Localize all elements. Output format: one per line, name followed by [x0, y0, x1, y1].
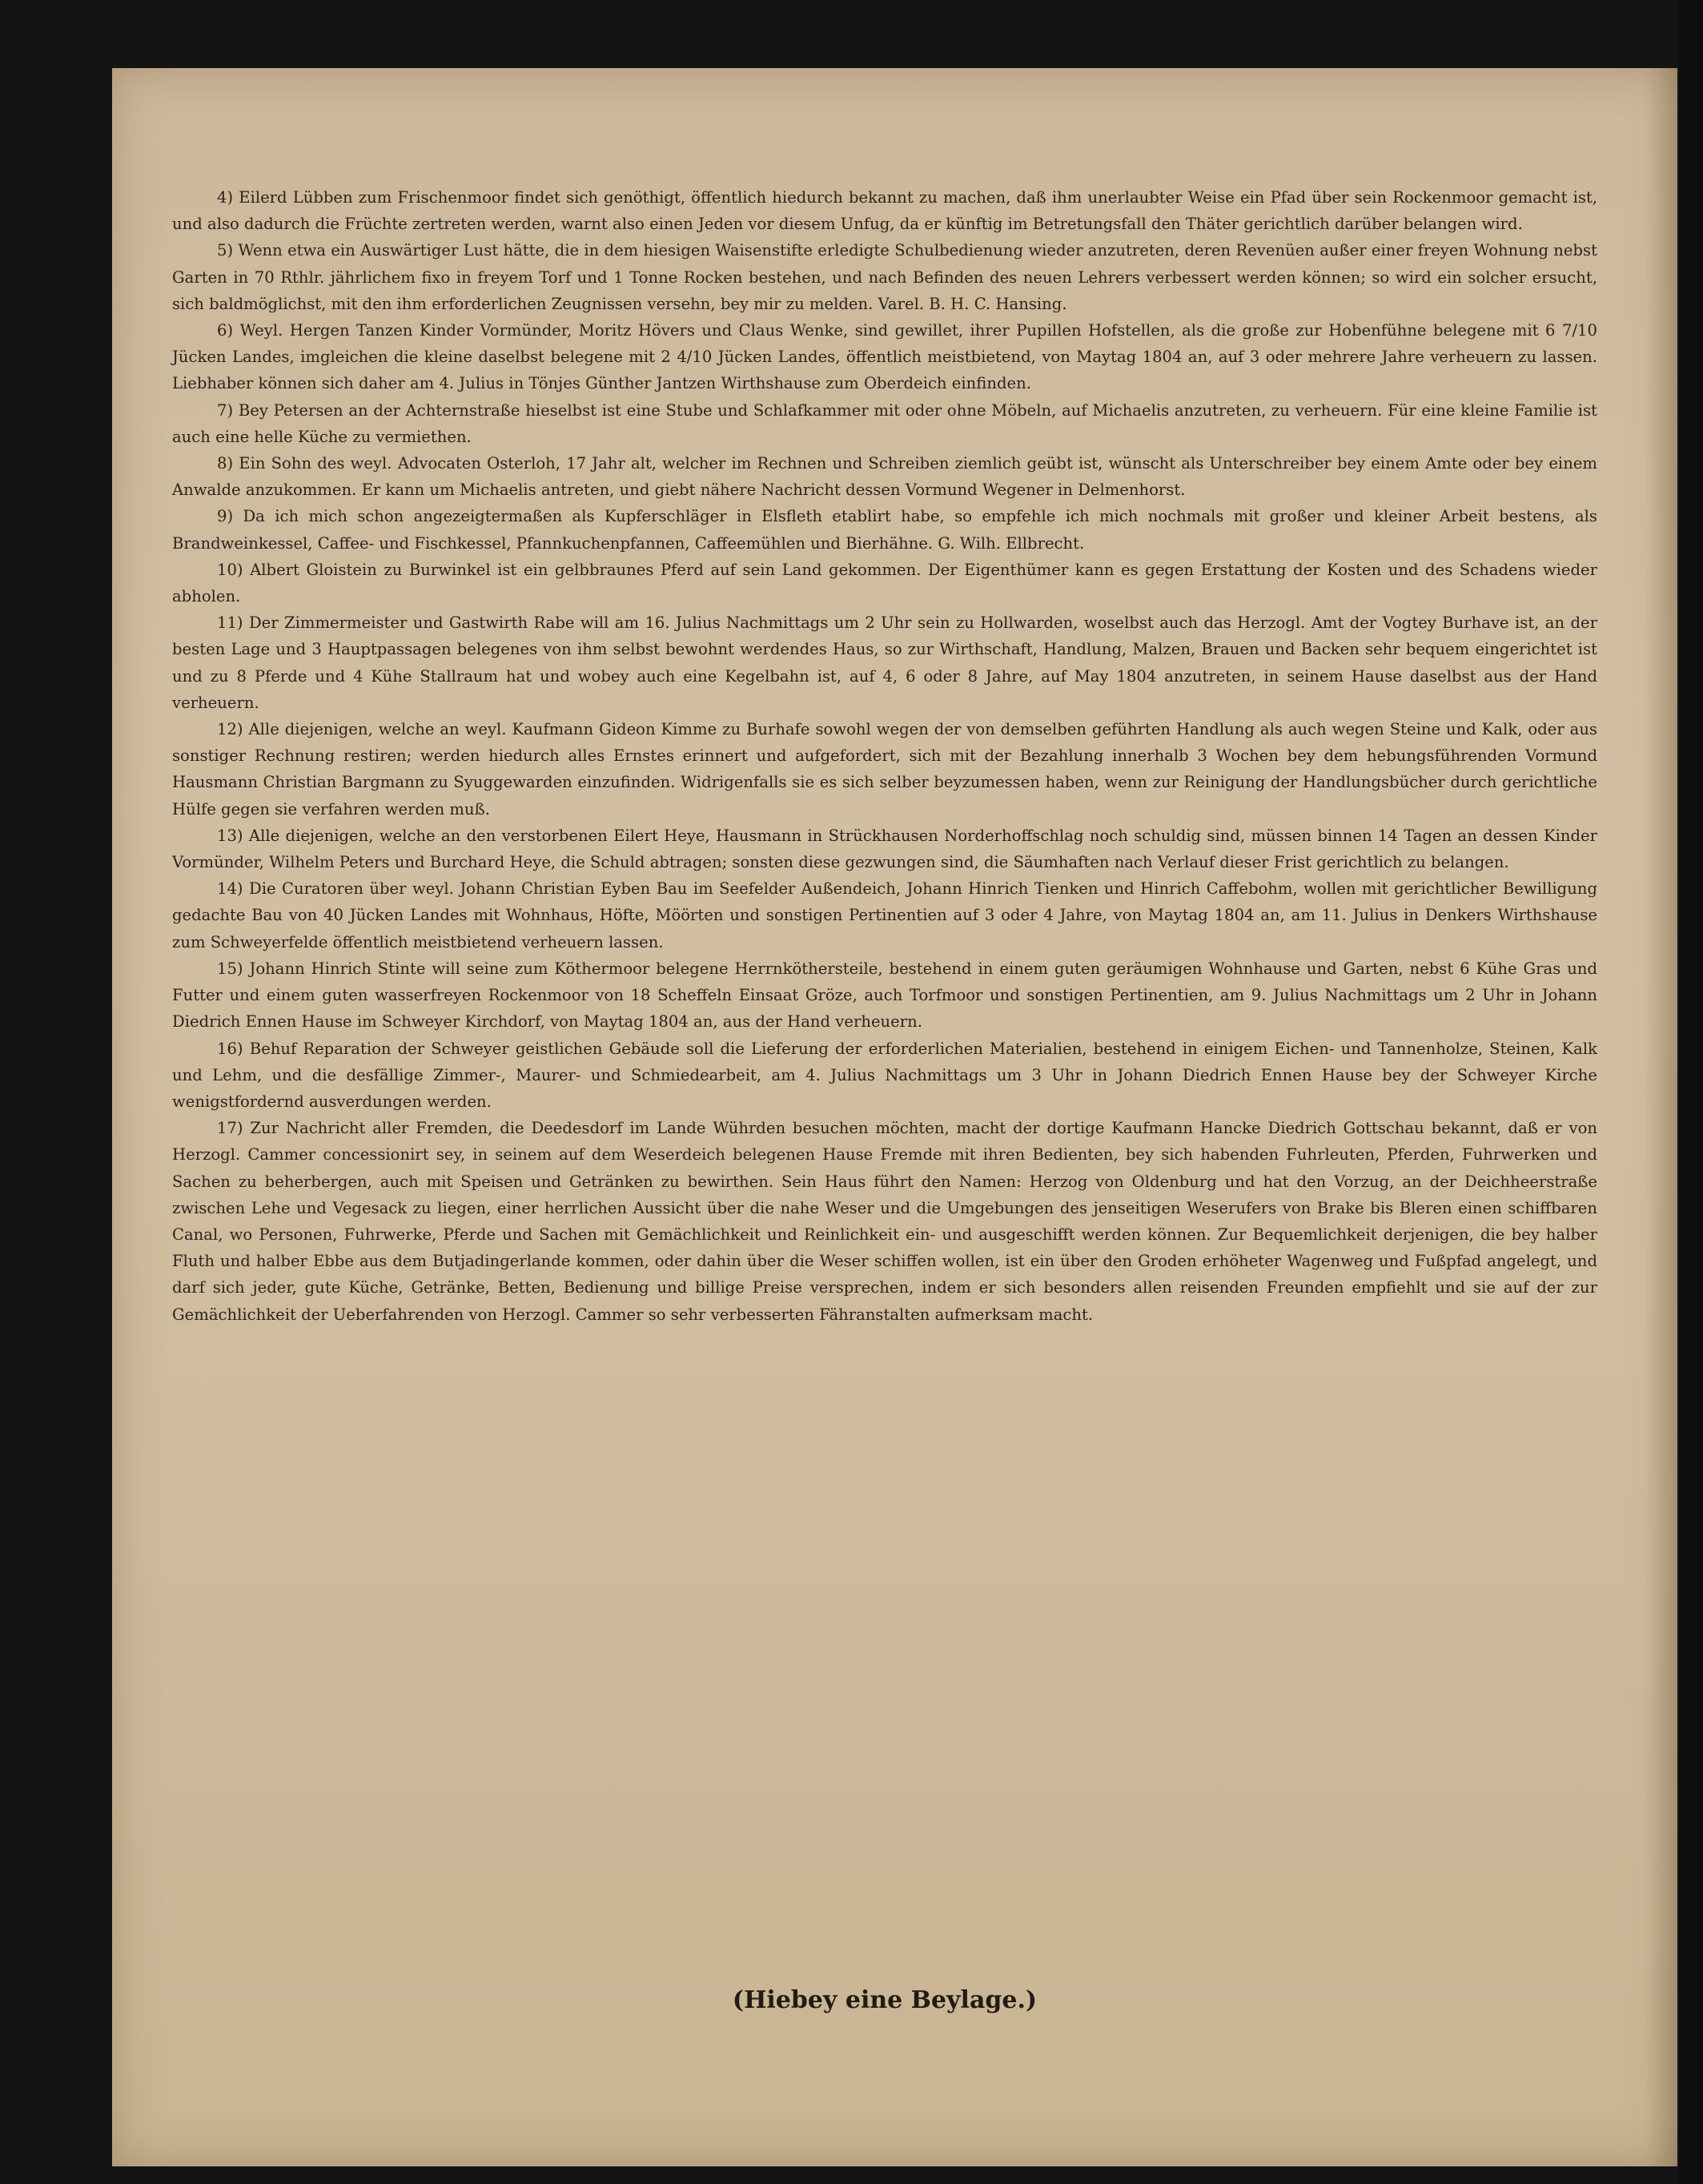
- notice-entry-5: 5) Wenn etwa ein Auswärtiger Lust hätte, die in dem hiesigen Waisenstifte erledigte Schulbedienung wieder anzutreten, deren Revenüen außer einer freyen Wohnung nebst Garten in 70 Rthlr. jährlichem fixo in freyem Torf und 1 Tonne Rocken bestehen, und nach Befinden des neuen Lehrers verbessert werden können; so wird ein solcher ersucht, sich baldmöglichst, mit den ihm erforderlichen Zeugnissen versehn, bey mir zu melden. Varel. B. H. C. Hansing.: [172, 241, 1597, 313]
- notice-entry-15: 15) Johann Hinrich Stinte will seine zum Köthermoor belegene Herrnköthersteile, bestehend in einem guten geräumigen Wohnhause und Garten, nebst 6 Kühe Gras und Futter und einem guten wasserfreyen Rockenmoor von 18 Scheffeln Einsaat Gröze, auch Torfmoor und sonstigen Pertinentien, am 9. Julius Nachmittags um 2 Uhr in Johann Diedrich Ennen Hause im Schweyer Kirchdorf, von Maytag 1804 an, aus der Hand verheuern.: [172, 959, 1597, 1032]
- notice-entry-10: 10) Albert Gloistein zu Burwinkel ist ein gelbbraunes Pferd auf sein Land gekommen. Der Eigenthümer kann es gegen Erstattung der Kosten und des Schadens wieder abholen.: [172, 560, 1597, 606]
- notice-entry-16: 16) Behuf Reparation der Schweyer geistlichen Gebäude soll die Lieferung der erforderlichen Materialien, bestehend in einigem Eichen- und Tannenholze, Steinen, Kalk und Lehm, und die desfällige Zimmer-, Maurer- und Schmiedearbeit, am 4. Julius Nachmittags um 3 Uhr in Johann Diedrich Ennen Hause bey der Schweyer Kirche wenigstfordernd ausverdungen werden.: [172, 1039, 1597, 1111]
- notice-entry-12: 12) Alle diejenigen, welche an weyl. Kaufmann Gideon Kimme zu Burhafe sowohl wegen der von demselben geführten Handlung als auch wegen Steine und Kalk, oder aus sonstiger Rechnung restiren; werden hiedurch alles Ernstes erinnert und aufgefordert, sich mit der Bezahlung innerhalb 3 Wochen bey dem hebungsführenden Vormund Hausmann Christian Bargmann zu Syuggewarden einzufinden. Widrigenfalls sie es sich selber beyzumessen haben, wenn zur Reinigung der Handlungsbücher durch gerichtliche Hülfe gegen sie verfahren werden muß.: [172, 720, 1597, 818]
- notice-column: [172, 184, 1597, 1978]
- notice-entry-14: 14) Die Curatoren über weyl. Johann Christian Eyben Bau im Seefelder Außendeich, Johann Hinrich Tienken und Hinrich Caffebohm, wollen mit gerichtlicher Bewilligung gedachte Bau von 40 Jücken Landes mit Wohnhaus, Höfte, Möörten und sonstigen Pertinentien auf 3 oder 4 Jahre, von Maytag 1804 an, am 11. Julius in Denkers Wirthshause zum Schweyerfelde öffentlich meistbietend verheuern lassen.: [172, 879, 1597, 951]
- notice-entry-13: 13) Alle diejenigen, welche an den verstorbenen Eilert Heye, Hausmann in Strückhausen Norderhoffschlag noch schuldig sind, müssen binnen 14 Tagen an dessen Kinder Vormünder, Wilhelm Peters und Burchard Heye, die Schuld abtragen; sonsten diese gezwungen sind, die Säumhaften nach Verlauf dieser Frist gerichtlich zu belangen.: [172, 826, 1597, 872]
- notice-entry-9: 9) Da ich mich schon angezeigtermaßen als Kupferschläger in Elsfleth etablirt habe, so empfehle ich mich nochmals mit großer und kleiner Arbeit bestens, als Brandweinkessel, Caffee- und Fischkessel, Pfannkuchenpfannen, Caffeemühlen und Bierhähne. G. Wilh. Ellbrecht.: [172, 507, 1597, 553]
- notice-entry-17: 17) Zur Nachricht aller Fremden, die Deedesdorf im Lande Wührden besuchen möchten, macht der dortige Kaufmann Hancke Diedrich Gottschau bekannt, daß er von Herzogl. Cammer concessionirt sey, in seinem auf dem Weserdeich belegenen Hause Fremde mit ihren Bedienten, bey sich habenden Fuhrleuten, Pferden, Fuhrwerken und Sachen zu beherbergen, auch mit Speisen und Getränken zu bewirthen. Sein Haus führt den Namen: Herzog von Oldenburg und hat den Vorzug, an der Deichheerstraße zwischen Lehe und Vegesack zu liegen, einer herrlichen Aussicht über die nahe Weser und die Umgebungen des jenseitigen Weserufers von Brake bis Bleren einen schiffbaren Canal, wo Personen, Fuhrwerke, Pferde und Sachen mit Gemächlichkeit und Reinlichkeit ein- und ausgeschifft werden können. Zur Bequemlichkeit derjenigen, die bey halber Fluth und halber Ebbe aus dem Butjadingerlande kommen, oder dahin über die Weser schiffen wollen, ist ein über den Groden erhöheter Wagenweg und Fußpfad angelegt, und darf sich jeder, gute Küche, Getränke, Betten, Bedienung und billige Preise versprechen, indem er sich besonders allen reisenden Freunden empfiehlt und sie auf der zur Gemächlichkeit der Ueberfahrenden von Herzogl. Cammer so sehr verbesserten Fähranstalten aufmerksam macht.: [172, 1119, 1597, 1324]
- notice-entry-6: 6) Weyl. Hergen Tanzen Kinder Vormünder, Moritz Hövers und Claus Wenke, sind gewillet, ihrer Pupillen Hofstellen, als die große zur Hobenfühne belegene mit 6 7/10 Jücken Landes, imgleichen die kleine daselbst belegene mit 2 4/10 Jücken Landes, öffentlich meistbietend, von Maytag 1804 an, auf 3 oder mehrere Jahre verheuern zu lassen. Liebhaber können sich daher am 4. Julius in Tönjes Günther Jantzen Wirthshause zum Oberdeich einfinden.: [172, 321, 1597, 393]
- scanner-edge: [1679, 0, 1703, 2184]
- paper-edge-shadow: [1645, 68, 1677, 2166]
- notice-entry-8: 8) Ein Sohn des weyl. Advocaten Osterloh, 17 Jahr alt, welcher im Rechnen und Schreiben ziemlich geübt ist, wünscht als Unterschreiber bey einem Amte oder bey einem Anwalde anzukommen. Er kann um Michaelis antreten, und giebt nähere Nachricht dessen Vormund Wegener in Delmenhorst.: [172, 454, 1597, 500]
- notice-entry-11: 11) Der Zimmermeister und Gastwirth Rabe will am 16. Julius Nachmittags um 2 Uhr sein zu Hollwarden, woselbst auch das Herzogl. Amt der Vogtey Burhave ist, an der besten Lage und 3 Hauptpassagen belegenes von ihm selbst bewohnt werdendes Haus, so zur Wirthschaft, Handlung, Malzen, Brauen und Backen sehr bequem eingerichtet ist und zu 8 Pferde und 4 Kühe Stallraum hat und wobey auch eine Kegelbahn ist, auf 4, 6 oder 8 Jahre, auf May 1804 anzutreten, in seinem Hause daselbst aus der Hand verheuern.: [172, 613, 1597, 712]
- notice-entry-7: 7) Bey Petersen an der Achternstraße hieselbst ist eine Stube und Schlafkammer mit oder ohne Möbeln, auf Michaelis anzutreten, zu verheuern. Für eine kleine Familie ist auch eine helle Küche zu vermiethen.: [172, 400, 1597, 446]
- notice-entry-4: 4) Eilerd Lübben zum Frischenmoor findet sich genöthigt, öffentlich hiedurch bekannt zu machen, daß ihm unerlaubter Weise ein Pfad über sein Rockenmoor gemacht ist, und also dadurch die Früchte zertreten werden, warnt also einen Jeden vor diesem Unfug, da er künftig im Betretungsfall den Thäter gerichtlich darüber belangen wird.: [172, 188, 1597, 234]
- supplement-note: (Hiebey eine Beylage.): [732, 1986, 1038, 2014]
